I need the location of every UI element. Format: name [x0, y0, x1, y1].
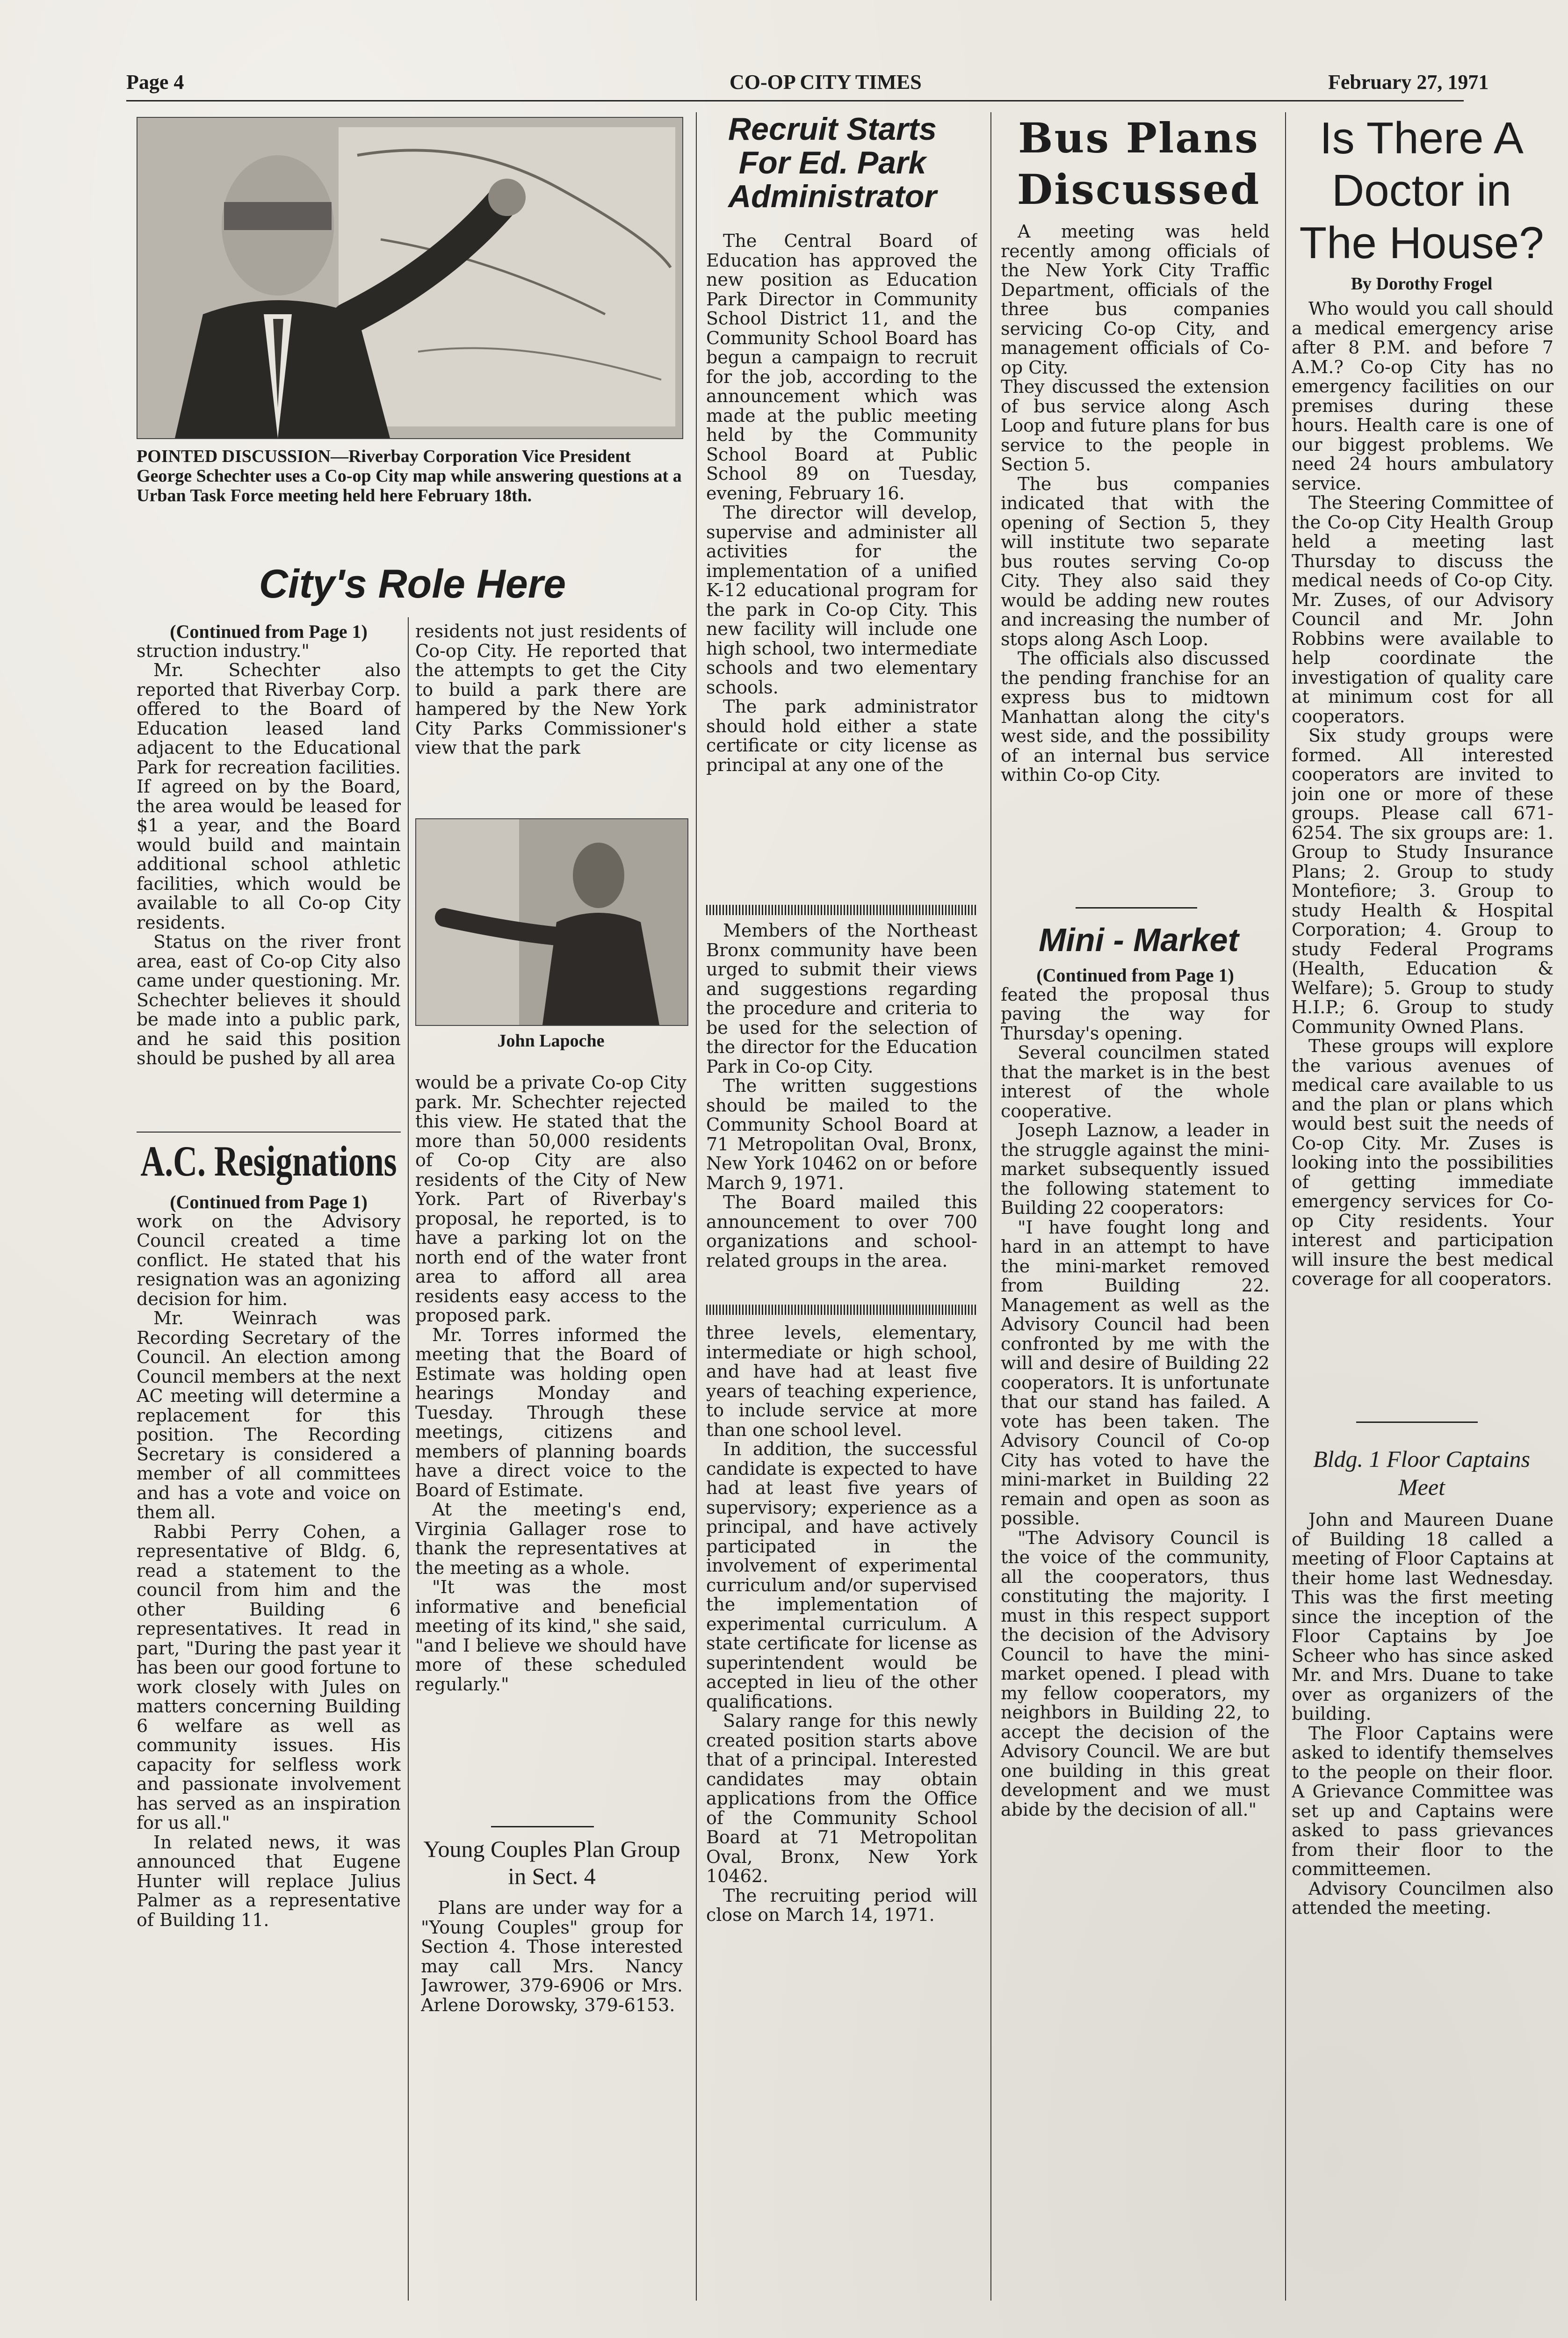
citys-role-col-a — [137, 622, 401, 1127]
paper-name: CO-OP CITY TIMES — [730, 71, 922, 94]
recruit-para: The Central Board of Education has approved the new position as Education Park Director in Community School District 11, and the Community School Board has begun a campaign to recruit for the job, according to the announcement which was made at the public meeting held by the Community School Board at Public School 89 on Tuesday, evening, February 16. — [706, 231, 977, 504]
bus-para: A meeting was held recently among officials of the New York City Traffic Department, officials of the three bus companies servicing Co-op City, and management officials of Co-op City. — [1001, 222, 1270, 378]
column-rule — [696, 112, 697, 2301]
floor-captains-para: Advisory Councilmen also attended the meeting. — [1292, 1878, 1554, 1918]
citys-role-para: struction industry." — [137, 640, 310, 661]
recruit-para: The park administrator should hold either a state certificate or city license as principal at any one of the — [706, 696, 977, 775]
mini-market-body — [1001, 966, 1270, 2275]
citys-role-para: would be a private Co-op City park. Mr. Schechter rejected this view. He stated that the more than 50,000 residents of Co-op City are also residents of the City of New York. Part of Riverbay's proposal, he reported, is to have a parking lot on the north end of the water front area to afford all area residents easy access to the proposed park. — [415, 1073, 686, 1326]
recruit-para: The director will develop, supervise and administer all activities for the implementation of a unified K-12 educational program for the park in Co-op City. This new facility will include one high school, two intermediate schools and two elementary schools. — [706, 502, 977, 698]
ac-resignations-body — [137, 1192, 401, 2315]
ac-continued: (Continued from Page 1) — [170, 1192, 368, 1212]
bus-plans-body — [1001, 222, 1270, 914]
ac-para: Mr. Weinrach was Recording Secretary of the Council. An election among Council members at the next AC meeting will determine a replacement for this position. The Recording Secretary is considered a member of all committees and has a vote and voice on them all. — [137, 1308, 401, 1523]
citys-role-para: At the meeting's end, Virginia Gallager rose to thank the representatives at the meeting as a whole. — [415, 1499, 686, 1578]
citys-role-headline: City's Role Here — [259, 562, 566, 606]
bus-para: They discussed the extension of bus service along Asch Loop and future plans for bus service to the people in Section 5. — [1001, 376, 1270, 475]
floor-captains-rule — [1356, 1422, 1478, 1423]
bus-plans-headline: Bus Plans Discussed — [1017, 114, 1261, 214]
young-couples-headline: Young Couples Plan Group in Sect. 4 — [423, 1836, 680, 1889]
column-rule — [408, 617, 409, 2301]
column-rule — [990, 112, 991, 2301]
floor-captains-body — [1292, 1510, 1554, 2305]
recruit-para: three levels, elementary, intermediate or high school, and have had at least five years of teaching experience, to include service at more than one school level. — [706, 1323, 977, 1440]
mini-market-rule — [1076, 907, 1197, 909]
masthead-rule — [126, 100, 1464, 101]
photo-john-lapoche — [415, 818, 688, 1026]
citys-role-continued: (Continued from Page 1) — [170, 622, 368, 642]
mini-market-para: Several councilmen stated that the market is in the best interest of the whole cooperative. — [1001, 1042, 1270, 1121]
page-number: Page 4 — [126, 71, 184, 94]
column-rule — [1285, 112, 1286, 2301]
recruit-para: Salary range for this newly created position starts above that of a principal. Interested candidates may obtain applications from the Office of the Community School Board at 71 Metropolitan Oval, Bronx, New York 10462. — [706, 1710, 977, 1886]
mini-market-para: feated the proposal thus paving the way for Thursday's opening. — [1001, 984, 1270, 1044]
doctor-para: Six study groups were formed. All interested cooperators are invited to join one or more of these groups. Please call 671-6254. The six groups are: 1. Group to Study Insurance Plans; 2. Group to study Montefiore; 3. Group to study Health & Hospital Corporation; 4. Group to study Federal Programs (Health, Education & Welfare); 5. Group to study H.I.P.; 6. Group to study Community Owned Plans. — [1292, 725, 1554, 1037]
mini-market-para: "I have fought long and hard in an attempt to have the mini-market removed from Building 22. Management as well as the Advisory Council had been confronted by me with the will and desire of Building 22 cooperators. It is unfortunate that our stand has failed. A vote has been taken. The Advisory Council of Co-op City has voted to have the mini-market in Building 22 remain and open as soon as possible. — [1001, 1217, 1270, 1529]
mini-market-continued: (Continued from Page 1) — [1036, 966, 1234, 986]
separator-dots — [706, 905, 977, 915]
young-couples-body — [421, 1898, 683, 2039]
ac-para: In related news, it was announced that Eugene Hunter will replace Julius Palmer as a representative of Building 11. — [137, 1832, 401, 1930]
citys-role-col-b-top — [415, 622, 686, 818]
mini-market-para: "The Advisory Council is the voice of the community, all the cooperators, thus constituting the majority. I must in this respect support the decision of the Advisory Council to have the mini-market opened. I plead with my fellow cooperators, my neighbors in Building 22, to accept the decision of the Advisory Council. We are but one building in this great development and we must abide by the decision of all." — [1001, 1527, 1270, 1820]
ac-resignations-headline: A.C. Resignations — [140, 1137, 397, 1185]
citys-role-para: "It was the most informative and beneficial meeting of its kind," she said, "and I believe we should have more of these scheduled regularly." — [415, 1577, 686, 1695]
doctor-byline: By Dorothy Frogel — [1351, 274, 1493, 294]
citys-role-para: residents not just residents of Co-op City. He reported that the attempts to get the City to build a park there are hampered by the New York City Parks Commissioner's view that the park — [415, 622, 686, 758]
doctor-para: Who would you call should a medical emergency arise after 8 P.M. and before 7 A.M.? Co-op City has no emergency facilities on our premises during these hours. Health care is one of our biggest problems. We need 24 hours ambulatory service. — [1292, 299, 1554, 494]
young-couples-para: Plans are under way for a "Young Couples" group for Section 4. Those interested may call Mrs. Nancy Jawrower, 379-6906 or Mrs. Arlene Dorowsky, 379-6153. — [421, 1898, 683, 2015]
photo-schechter-illustration — [137, 118, 682, 438]
recruit-part1 — [706, 231, 977, 898]
citys-role-para: Status on the river front area, east of Co-op City also came under questioning. Mr. Schechter believes it should be made into a public park, and he said this position should be pushed by all area — [137, 931, 401, 1068]
citys-role-para: Mr. Schechter also reported that Riverbay Corp. offered to the Board of Education leased land adjacent to the Educational Park for recreation facilities. If agreed on by the Board, the area would be leased for $1 a year, and the Board would build and maintain additional school athletic facilities, which would be available to all Co-op City residents. — [137, 660, 401, 933]
mini-market-para: Joseph Laznow, a leader in the struggle against the mini-market subsequently issued the following statement to Building 22 cooperators: — [1001, 1120, 1270, 1218]
photo-lapoche-illustration — [416, 819, 687, 1025]
ac-rule-top — [137, 1132, 401, 1133]
floor-captains-headline: Bldg. 1 Floor Captains Meet — [1313, 1446, 1530, 1500]
floor-captains-para: The Floor Captains were asked to identify themselves to the people on their floor. A Grievance Committee was set up and Captains were asked to pass grievances from their floor to the committeemen. — [1292, 1723, 1554, 1879]
recruit-para: Members of the Northeast Bronx community have been urged to submit their views and suggestions regarding the procedure and criteria to be used for the selection of the director for the Education Park in Co-op City. — [706, 921, 977, 1077]
doctor-para: These groups will explore the various avenues of medical care available to us and the plan or plans which would best suit the needs of Co-op City. Mr. Zuses is looking into the possibilities of getting immediate emergency services for Co-op City residents. Your interest and participation will insure the best medical coverage for all cooperators. — [1292, 1036, 1554, 1289]
photo-schechter-map — [137, 117, 683, 439]
photo2-caption: John Lapoche — [497, 1031, 605, 1051]
recruit-para: In addition, the successful candidate is expected to have had at least five years of supervisory; experience as a principal, and have actively participated in the involvement of experimental curriculum and/or supervised the implementation of experimental curriculum. A state certificate for license as superintendent would be accepted in lieu of the other qualifications. — [706, 1439, 977, 1712]
bus-para: The bus companies indicated that with the opening of Section 5, they will institute two separate bus routes serving Co-op City. They also said they would be adding new routes and increasing the number of stops along Asch Loop. — [1001, 473, 1270, 649]
recruit-para: The recruiting period will close on March 14, 1971. — [706, 1885, 977, 1925]
issue-date: February 27, 1971 — [1328, 71, 1489, 94]
recruit-headline: Recruit Starts For Ed. Park Administrator — [728, 111, 937, 214]
doctor-para: The Steering Committee of the Co-op City Health Group held a meeting last Thursday to discuss the medical needs of Co-op City. Mr. Zuses, of our Advisory Council and Mr. John Robbins were available to help coordinate the investigation of quality care at minimum cost for all cooperators. — [1292, 492, 1554, 727]
floor-captains-para: John and Maureen Duane of Building 18 called a meeting of Floor Captains at their home last Wednesday. This was the first meeting since the inception of the Floor Captains by Joe Scheer who has since asked Mr. and Mrs. Duane to take over as organizers of the building. — [1292, 1510, 1554, 1724]
ac-para: Rabbi Perry Cohen, a representative of Bldg. 6, read a statement to the council from him and the other Building 6 representatives. It read in part, "During the past year it has been our good fortune to work closely with Jules on matters concerning Building 6 welfare as well as community issues. His capacity for selfless work and passionate involvement has served as an inspiration for us all." — [137, 1521, 401, 1833]
recruit-para: The Board mailed this announcement to over 700 organizations and school-related groups in the area. — [706, 1192, 977, 1271]
bus-para: The officials also discussed the pending franchise for an express bus to midtown Manhattan along the city's west side, and the possibility of an internal bus service within Co-op City. — [1001, 648, 1270, 785]
recruit-para: The written suggestions should be mailed to the Community School Board at 71 Metropolitan Oval, Bronx, New York 10462 on or before March 9, 1971. — [706, 1075, 977, 1193]
citys-role-col-b-bottom — [415, 1073, 686, 1821]
separator-dots — [706, 1305, 977, 1315]
doctor-body — [1292, 299, 1554, 1389]
doctor-headline: Is There A Doctor in The House? — [1299, 113, 1544, 268]
mini-market-headline: Mini - Market — [1039, 922, 1239, 958]
young-couples-rule — [491, 1826, 594, 1827]
citys-role-para: Mr. Torres informed the meeting that the Board of Estimate was holding open hearings Monday and Tuesday. Through these meetings, citizens and members of planning boards have a direct voice to the Board of Estimate. — [415, 1324, 686, 1501]
photo1-caption: POINTED DISCUSSION—Riverbay Corporation Vice President George Schechter uses a Co-op City map while answering questions at a Urban Task Force meeting held here February 18th. — [137, 447, 682, 505]
recruit-part2 — [706, 921, 977, 1295]
recruit-part3 — [706, 1323, 977, 2259]
ac-para: work on the Advisory Council created a time conflict. He stated that his resignation was an agonizing decision for him. — [137, 1211, 401, 1309]
